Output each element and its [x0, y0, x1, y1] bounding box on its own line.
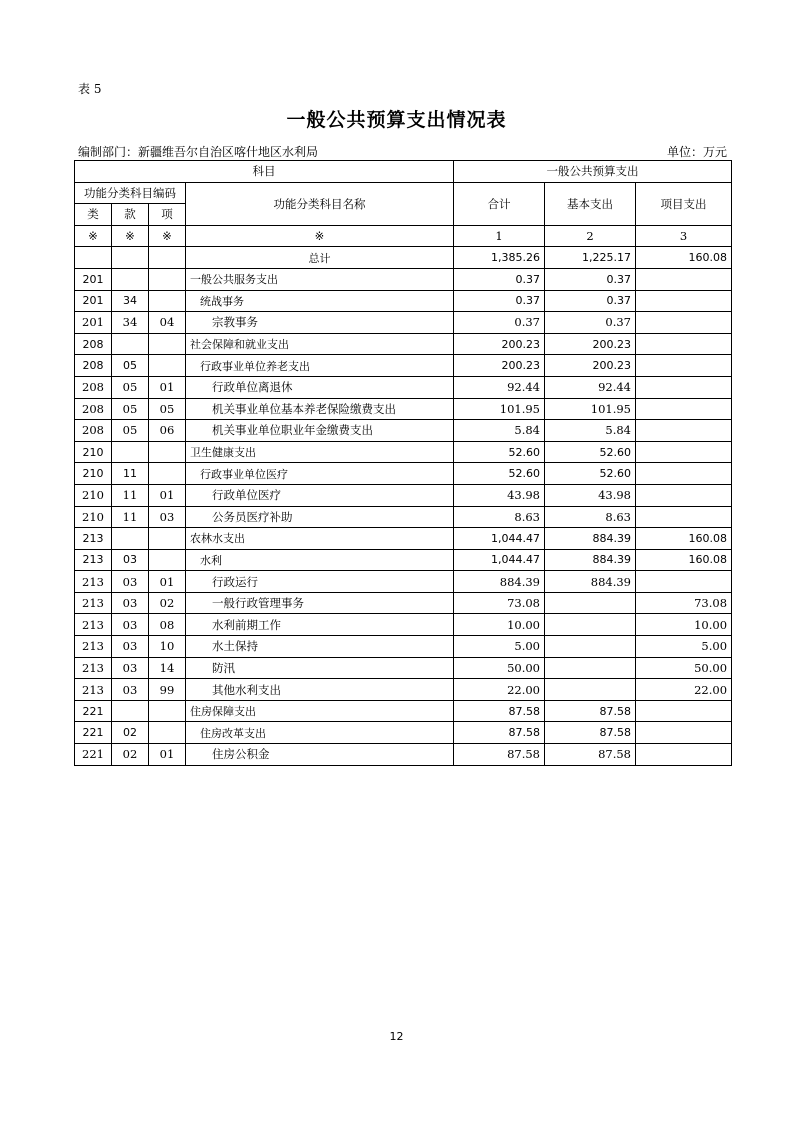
- basic-cell: 52.60: [545, 441, 636, 463]
- table-row: [75, 290, 732, 312]
- table-row: [75, 312, 732, 334]
- page-title: 一般公共预算支出情况表: [286, 109, 507, 131]
- subject-name-cell: 统战事务: [186, 290, 454, 312]
- code-kuan-cell: [112, 333, 149, 355]
- code-xiang-cell: 10: [149, 636, 186, 658]
- code-lei-cell: 221: [75, 700, 112, 722]
- page-number: 12: [389, 1030, 404, 1043]
- code-kuan-cell: [112, 441, 149, 463]
- table-row: [75, 549, 732, 571]
- header-row-2: [75, 182, 732, 204]
- code-xiang-cell: 01: [149, 744, 186, 766]
- code-lei-cell: 208: [75, 376, 112, 398]
- col-number-3: 3: [636, 225, 732, 247]
- code-kuan-cell: 05: [112, 420, 149, 442]
- code-lei-cell: 201: [75, 290, 112, 312]
- project-cell: [636, 506, 732, 528]
- total-cell: 101.95: [454, 398, 545, 420]
- subject-name-cell: 机关事业单位基本养老保险缴费支出: [186, 398, 454, 420]
- total-cell: 0.37: [454, 290, 545, 312]
- total-cell: 43.98: [454, 484, 545, 506]
- code-xiang-cell: 04: [149, 312, 186, 334]
- total-cell: 50.00: [454, 657, 545, 679]
- subject-name-cell: 一般公共服务支出: [186, 268, 454, 290]
- subject-name-cell: 行政事业单位医疗: [186, 463, 454, 485]
- total-cell: 1,385.26: [454, 247, 545, 269]
- code-xiang-cell: 01: [149, 484, 186, 506]
- code-lei-cell: 213: [75, 592, 112, 614]
- table-row: [75, 463, 732, 485]
- code-xiang-cell: 01: [149, 571, 186, 593]
- project-cell: [636, 571, 732, 593]
- total-cell: 87.58: [454, 722, 545, 744]
- code-kuan-cell: 02: [112, 722, 149, 744]
- code-xiang-cell: [149, 290, 186, 312]
- total-cell: 22.00: [454, 679, 545, 701]
- code-kuan-cell: 03: [112, 571, 149, 593]
- basic-cell: 200.23: [545, 355, 636, 377]
- code-kuan-cell: 03: [112, 592, 149, 614]
- lei-header: 类: [75, 204, 112, 226]
- code-xiang-cell: [149, 463, 186, 485]
- table-row: [75, 376, 732, 398]
- basic-cell: 884.39: [545, 571, 636, 593]
- total-cell: 5.00: [454, 636, 545, 658]
- mark-cell: ※: [112, 225, 149, 247]
- project-cell: [636, 290, 732, 312]
- project-cell: 5.00: [636, 636, 732, 658]
- table-row: [75, 592, 732, 614]
- code-kuan-cell: 03: [112, 636, 149, 658]
- kuan-header: 款: [112, 204, 149, 226]
- code-kuan-cell: 34: [112, 290, 149, 312]
- basic-cell: 884.39: [545, 528, 636, 550]
- subject-name-cell: 宗教事务: [186, 312, 454, 334]
- code-lei-cell: 221: [75, 744, 112, 766]
- total-cell: 0.37: [454, 312, 545, 334]
- project-cell: 10.00: [636, 614, 732, 636]
- total-cell: 87.58: [454, 700, 545, 722]
- basic-cell: 87.58: [545, 744, 636, 766]
- table-row: [75, 744, 732, 766]
- table-row: [75, 441, 732, 463]
- total-cell: 1,044.47: [454, 528, 545, 550]
- code-xiang-cell: [149, 247, 186, 269]
- subject-name-cell: 行政事业单位养老支出: [186, 355, 454, 377]
- budget-header: 一般公共预算支出: [454, 161, 732, 183]
- subject-name-cell: 行政单位离退休: [186, 376, 454, 398]
- code-kuan-cell: [112, 528, 149, 550]
- subject-name-cell: 其他水利支出: [186, 679, 454, 701]
- code-kuan-cell: 03: [112, 614, 149, 636]
- table-row: [75, 247, 732, 269]
- code-xiang-cell: 99: [149, 679, 186, 701]
- subject-name-cell: 卫生健康支出: [186, 441, 454, 463]
- basic-cell: 87.58: [545, 722, 636, 744]
- total-cell: 0.37: [454, 268, 545, 290]
- code-lei-cell: 201: [75, 312, 112, 334]
- code-kuan-cell: 34: [112, 312, 149, 334]
- basic-cell: 1,225.17: [545, 247, 636, 269]
- code-lei-cell: 201: [75, 268, 112, 290]
- basic-cell: 0.37: [545, 268, 636, 290]
- basic-header: 基本支出: [545, 182, 636, 225]
- code-xiang-cell: 14: [149, 657, 186, 679]
- mark-cell: ※: [75, 225, 112, 247]
- basic-cell: [545, 657, 636, 679]
- code-kuan-cell: 05: [112, 376, 149, 398]
- subject-name-cell: 行政运行: [186, 571, 454, 593]
- header-row-1: [75, 161, 732, 183]
- total-cell: 73.08: [454, 592, 545, 614]
- xiang-header: 项: [149, 204, 186, 226]
- code-lei-cell: 213: [75, 549, 112, 571]
- subject-name-cell: 防汛: [186, 657, 454, 679]
- project-cell: 160.08: [636, 549, 732, 571]
- code-lei-cell: 210: [75, 506, 112, 528]
- basic-cell: 92.44: [545, 376, 636, 398]
- code-lei-cell: 210: [75, 441, 112, 463]
- code-lei-cell: 208: [75, 333, 112, 355]
- basic-cell: 101.95: [545, 398, 636, 420]
- project-cell: [636, 700, 732, 722]
- basic-cell: 884.39: [545, 549, 636, 571]
- code-kuan-cell: 11: [112, 484, 149, 506]
- project-cell: [636, 463, 732, 485]
- project-cell: [636, 312, 732, 334]
- code-kuan-cell: [112, 268, 149, 290]
- basic-cell: 0.37: [545, 290, 636, 312]
- code-kuan-cell: 03: [112, 679, 149, 701]
- code-xiang-cell: 05: [149, 398, 186, 420]
- total-cell: 92.44: [454, 376, 545, 398]
- total-cell: 87.58: [454, 744, 545, 766]
- subject-name-cell: 水土保持: [186, 636, 454, 658]
- basic-cell: [545, 592, 636, 614]
- total-cell: 52.60: [454, 441, 545, 463]
- basic-cell: 87.58: [545, 700, 636, 722]
- code-kuan-cell: 02: [112, 744, 149, 766]
- project-cell: [636, 268, 732, 290]
- table-number: 表 5: [78, 82, 102, 96]
- code-xiang-cell: [149, 549, 186, 571]
- table-row: [75, 420, 732, 442]
- table-row: [75, 636, 732, 658]
- basic-cell: 52.60: [545, 463, 636, 485]
- project-cell: 73.08: [636, 592, 732, 614]
- subject-name-cell: 住房改革支出: [186, 722, 454, 744]
- project-cell: [636, 484, 732, 506]
- code-kuan-cell: 05: [112, 398, 149, 420]
- table-row: [75, 506, 732, 528]
- code-lei-cell: 213: [75, 614, 112, 636]
- table-row: [75, 700, 732, 722]
- subject-name-cell: 一般行政管理事务: [186, 592, 454, 614]
- basic-cell: [545, 679, 636, 701]
- code-xiang-cell: 01: [149, 376, 186, 398]
- code-kuan-cell: 03: [112, 549, 149, 571]
- subject-name-cell: 公务员医疗补助: [186, 506, 454, 528]
- total-cell: 200.23: [454, 333, 545, 355]
- subject-name-cell: 农林水支出: [186, 528, 454, 550]
- code-group-header: 功能分类科目编码: [75, 182, 186, 204]
- subject-name-cell: 水利前期工作: [186, 614, 454, 636]
- project-cell: 160.08: [636, 247, 732, 269]
- project-cell: [636, 355, 732, 377]
- code-xiang-cell: 06: [149, 420, 186, 442]
- project-cell: 160.08: [636, 528, 732, 550]
- code-lei-cell: 208: [75, 398, 112, 420]
- table-row: [75, 333, 732, 355]
- table-row: [75, 528, 732, 550]
- code-xiang-cell: [149, 722, 186, 744]
- basic-cell: [545, 636, 636, 658]
- basic-cell: 8.63: [545, 506, 636, 528]
- code-xiang-cell: 03: [149, 506, 186, 528]
- code-lei-cell: 213: [75, 679, 112, 701]
- basic-cell: 43.98: [545, 484, 636, 506]
- project-cell: [636, 722, 732, 744]
- code-xiang-cell: [149, 268, 186, 290]
- project-cell: [636, 333, 732, 355]
- code-kuan-cell: 11: [112, 463, 149, 485]
- total-cell: 52.60: [454, 463, 545, 485]
- code-lei-cell: 221: [75, 722, 112, 744]
- subject-name-cell: 社会保障和就业支出: [186, 333, 454, 355]
- code-lei-cell: 213: [75, 528, 112, 550]
- total-header: 合计: [454, 182, 545, 225]
- name-header: 功能分类科目名称: [186, 182, 454, 225]
- project-header: 项目支出: [636, 182, 732, 225]
- code-lei-cell: 213: [75, 657, 112, 679]
- basic-cell: [545, 614, 636, 636]
- code-kuan-cell: 03: [112, 657, 149, 679]
- subject-name-cell: 住房保障支出: [186, 700, 454, 722]
- mark-cell: ※: [186, 225, 454, 247]
- col-number-1: 1: [454, 225, 545, 247]
- total-cell: 1,044.47: [454, 549, 545, 571]
- mark-cell: ※: [149, 225, 186, 247]
- project-cell: [636, 744, 732, 766]
- basic-cell: 0.37: [545, 312, 636, 334]
- code-xiang-cell: 08: [149, 614, 186, 636]
- code-xiang-cell: [149, 441, 186, 463]
- code-lei-cell: 213: [75, 571, 112, 593]
- table-row: [75, 722, 732, 744]
- table-row: [75, 268, 732, 290]
- project-cell: 22.00: [636, 679, 732, 701]
- code-xiang-cell: [149, 700, 186, 722]
- code-xiang-cell: [149, 355, 186, 377]
- code-xiang-cell: [149, 528, 186, 550]
- table-row: [75, 657, 732, 679]
- code-xiang-cell: [149, 333, 186, 355]
- subject-name-cell: 住房公积金: [186, 744, 454, 766]
- code-lei-cell: 208: [75, 355, 112, 377]
- code-kuan-cell: [112, 247, 149, 269]
- header-row-4: [75, 225, 732, 247]
- subject-header: 科目: [75, 161, 454, 183]
- unit-label: 单位：万元: [666, 145, 727, 159]
- code-lei-cell: 210: [75, 463, 112, 485]
- project-cell: [636, 441, 732, 463]
- subject-name-cell: 总计: [186, 247, 454, 269]
- total-cell: 200.23: [454, 355, 545, 377]
- total-cell: 5.84: [454, 420, 545, 442]
- total-cell: 8.63: [454, 506, 545, 528]
- total-cell: 10.00: [454, 614, 545, 636]
- basic-cell: 5.84: [545, 420, 636, 442]
- subject-name-cell: 行政单位医疗: [186, 484, 454, 506]
- code-lei-cell: 213: [75, 636, 112, 658]
- code-lei-cell: 210: [75, 484, 112, 506]
- code-lei-cell: [75, 247, 112, 269]
- project-cell: 50.00: [636, 657, 732, 679]
- project-cell: [636, 376, 732, 398]
- col-number-2: 2: [545, 225, 636, 247]
- subject-name-cell: 机关事业单位职业年金缴费支出: [186, 420, 454, 442]
- project-cell: [636, 398, 732, 420]
- code-lei-cell: 208: [75, 420, 112, 442]
- table-row: [75, 398, 732, 420]
- basic-cell: 200.23: [545, 333, 636, 355]
- code-kuan-cell: 05: [112, 355, 149, 377]
- code-xiang-cell: 02: [149, 592, 186, 614]
- code-kuan-cell: [112, 700, 149, 722]
- subject-name-cell: 水利: [186, 549, 454, 571]
- table-body: [75, 247, 732, 765]
- department-label: 编制部门：新疆维吾尔自治区喀什地区水利局: [78, 145, 319, 159]
- table-row: [75, 679, 732, 701]
- table-row: [75, 355, 732, 377]
- budget-table: [74, 160, 732, 766]
- code-kuan-cell: 11: [112, 506, 149, 528]
- table-row: [75, 571, 732, 593]
- total-cell: 884.39: [454, 571, 545, 593]
- project-cell: [636, 420, 732, 442]
- table-row: [75, 484, 732, 506]
- table-row: [75, 614, 732, 636]
